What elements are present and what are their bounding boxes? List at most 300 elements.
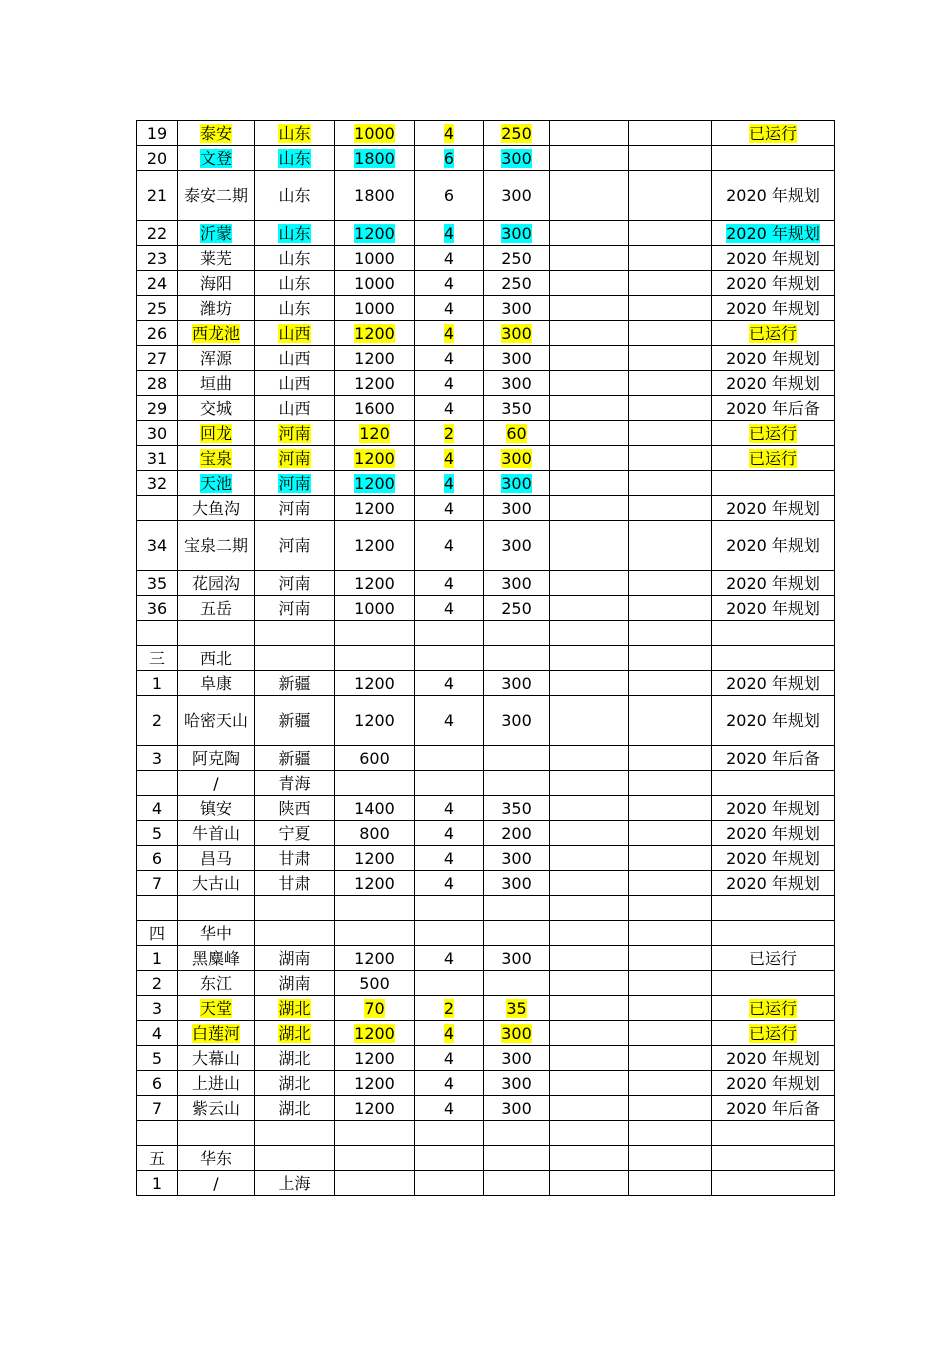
unit-size-cell [484, 346, 550, 371]
blank-cell [550, 521, 629, 571]
units-cell [415, 446, 484, 471]
province-text: 河南 [278, 536, 311, 555]
unit-size-text: 60 [506, 423, 527, 443]
blank-cell [629, 1046, 712, 1071]
province-cell [255, 596, 335, 621]
capacity-text: 1800 [354, 186, 395, 205]
table-row [137, 421, 835, 446]
capacity-text: 1200 [354, 1023, 395, 1043]
province-text: 山东 [278, 298, 311, 318]
units-cell [415, 146, 484, 171]
province-cell [255, 821, 335, 846]
empty-cell [712, 1121, 835, 1146]
units-cell [415, 471, 484, 496]
station-name-cell [178, 696, 255, 746]
unit-size-text: 250 [501, 598, 532, 618]
table-row [137, 671, 835, 696]
unit-size-cell [484, 471, 550, 496]
capacity-text: 1200 [354, 1098, 395, 1118]
row-number-cell [137, 1096, 178, 1121]
units-cell [415, 771, 484, 796]
province-cell [255, 296, 335, 321]
unit-size-text: 250 [501, 273, 532, 293]
province-cell [255, 421, 335, 446]
province-cell [255, 746, 335, 771]
units-text: 4 [443, 323, 455, 343]
section-row [137, 646, 835, 671]
province-cell [255, 1096, 335, 1121]
province-cell [255, 946, 335, 971]
units-text: 4 [443, 536, 455, 555]
row-number-text: 36 [146, 598, 168, 618]
station-name-cell [178, 521, 255, 571]
province-text: 湖南 [278, 973, 311, 993]
section-number-text: 五 [148, 1148, 165, 1168]
capacity-text: 1000 [354, 123, 395, 143]
unit-size-text: 300 [501, 848, 532, 868]
blank-cell [550, 421, 629, 446]
status-text: 2020 年规划 [726, 186, 820, 205]
province-text: 山西 [278, 323, 311, 343]
province-cell [255, 1071, 335, 1096]
status-cell [712, 246, 835, 271]
row-number-text: 1 [151, 948, 163, 968]
units-cell [415, 971, 484, 996]
station-name-cell [178, 796, 255, 821]
units-cell [415, 796, 484, 821]
province-cell [255, 571, 335, 596]
unit-size-cell [484, 271, 550, 296]
province-text: 上海 [278, 1173, 311, 1193]
units-text: 4 [443, 598, 455, 618]
units-text: 4 [443, 948, 455, 968]
status-cell [712, 221, 835, 246]
units-cell [415, 846, 484, 871]
province-text: 湖北 [278, 1048, 311, 1068]
blank-cell [550, 371, 629, 396]
status-cell [712, 771, 835, 796]
capacity-text: 1200 [354, 1073, 395, 1093]
capacity-text: 1200 [354, 323, 395, 343]
status-text: 2020 年规划 [726, 373, 820, 393]
blank-cell [629, 146, 712, 171]
blank-cell [550, 296, 629, 321]
table-row [137, 521, 835, 571]
station-name-text: / [213, 773, 219, 793]
status-cell [712, 446, 835, 471]
province-text: 湖北 [278, 1073, 311, 1093]
capacity-text: 1000 [354, 598, 395, 618]
province-cell [255, 221, 335, 246]
spacer-row [137, 621, 835, 646]
unit-size-cell [484, 796, 550, 821]
province-text: 陕西 [278, 798, 311, 818]
unit-size-cell [484, 571, 550, 596]
units-text: 6 [443, 148, 455, 168]
unit-size-cell [484, 221, 550, 246]
row-number-cell [137, 371, 178, 396]
status-cell [712, 821, 835, 846]
station-name-text: 大古山 [191, 873, 240, 893]
empty-cell [335, 1146, 415, 1171]
units-text: 4 [443, 473, 455, 493]
station-name-cell [178, 971, 255, 996]
unit-size-cell [484, 996, 550, 1021]
row-number-text: 1 [151, 1173, 163, 1193]
row-number-cell [137, 771, 178, 796]
status-text: 已运行 [748, 323, 797, 343]
empty-cell [712, 621, 835, 646]
blank-cell [629, 1096, 712, 1121]
blank-cell [550, 446, 629, 471]
station-name-cell [178, 821, 255, 846]
units-text: 4 [443, 448, 455, 468]
station-name-cell [178, 746, 255, 771]
status-cell [712, 1021, 835, 1046]
table-row [137, 371, 835, 396]
capacity-cell [335, 671, 415, 696]
capacity-cell [335, 1071, 415, 1096]
empty-cell [178, 621, 255, 646]
capacity-cell [335, 496, 415, 521]
capacity-text: 600 [359, 748, 390, 768]
station-name-cell [178, 1071, 255, 1096]
status-text: 2020 年规划 [726, 498, 820, 518]
status-cell [712, 521, 835, 571]
station-name-cell [178, 421, 255, 446]
table-row [137, 596, 835, 621]
unit-size-text: 300 [501, 373, 532, 393]
province-text: 湖北 [278, 1023, 311, 1043]
province-text: 青海 [278, 773, 311, 793]
unit-size-text: 300 [501, 1023, 532, 1043]
empty-cell [484, 621, 550, 646]
blank-cell [550, 796, 629, 821]
station-name-cell [178, 1096, 255, 1121]
row-number-text: 26 [146, 323, 168, 343]
station-name-text: 泰安二期 [183, 186, 248, 205]
table-row [137, 1021, 835, 1046]
units-cell [415, 371, 484, 396]
capacity-cell [335, 746, 415, 771]
province-text: 新疆 [278, 748, 311, 768]
station-name-text: 阿克陶 [191, 748, 240, 768]
status-text: 2020 年规划 [726, 673, 820, 693]
unit-size-text: 300 [501, 186, 532, 205]
station-name-text: 泰安 [199, 123, 232, 143]
station-name-text: 五岳 [199, 598, 232, 618]
station-name-text: 回龙 [199, 423, 232, 443]
empty-cell [712, 896, 835, 921]
unit-size-text: 300 [501, 473, 532, 493]
capacity-text: 1200 [354, 373, 395, 393]
station-name-cell [178, 1021, 255, 1046]
row-number-text: 2 [151, 973, 163, 993]
status-text: 2020 年规划 [726, 348, 820, 368]
unit-size-cell [484, 421, 550, 446]
units-cell [415, 171, 484, 221]
unit-size-cell [484, 846, 550, 871]
status-text: 2020 年规划 [726, 873, 820, 893]
station-name-cell [178, 671, 255, 696]
province-cell [255, 371, 335, 396]
row-number-cell [137, 346, 178, 371]
station-name-cell [178, 996, 255, 1021]
capacity-text: 1200 [354, 473, 395, 493]
section-row [137, 921, 835, 946]
unit-size-text: 300 [501, 948, 532, 968]
status-cell [712, 146, 835, 171]
power-station-table [136, 120, 835, 1196]
units-cell [415, 871, 484, 896]
units-text: 2 [443, 998, 455, 1018]
capacity-cell [335, 146, 415, 171]
station-name-cell [178, 221, 255, 246]
table-row [137, 446, 835, 471]
province-text: 河南 [278, 448, 311, 468]
row-number-cell [137, 446, 178, 471]
province-text: 甘肃 [278, 873, 311, 893]
blank-cell [629, 946, 712, 971]
row-number-text: 5 [151, 823, 163, 843]
station-name-text: 上进山 [191, 1073, 240, 1093]
province-text: 山东 [278, 148, 311, 168]
unit-size-text: 200 [501, 823, 532, 843]
units-cell [415, 596, 484, 621]
empty-cell [335, 646, 415, 671]
table-row [137, 996, 835, 1021]
table-row [137, 846, 835, 871]
units-cell [415, 571, 484, 596]
units-text: 4 [443, 673, 455, 693]
station-name-text: 天堂 [199, 998, 232, 1018]
blank-cell [629, 471, 712, 496]
province-text: 湖北 [278, 998, 311, 1018]
unit-size-text: 300 [501, 348, 532, 368]
blank-cell [629, 496, 712, 521]
row-number-cell [137, 846, 178, 871]
unit-size-cell [484, 396, 550, 421]
empty-cell [415, 1146, 484, 1171]
status-cell [712, 671, 835, 696]
blank-cell [550, 1046, 629, 1071]
capacity-cell [335, 796, 415, 821]
station-name-text: 沂蒙 [199, 223, 232, 243]
section-number-cell [137, 1146, 178, 1171]
units-cell [415, 496, 484, 521]
status-cell [712, 596, 835, 621]
status-text: 2020 年后备 [726, 1098, 820, 1118]
province-text: 山西 [278, 398, 311, 418]
status-cell [712, 296, 835, 321]
empty-cell [484, 1146, 550, 1171]
row-number-cell [137, 396, 178, 421]
row-number-cell [137, 946, 178, 971]
status-text: 2020 年规划 [726, 273, 820, 293]
unit-size-text: 300 [501, 448, 532, 468]
station-name-cell [178, 271, 255, 296]
capacity-cell [335, 221, 415, 246]
unit-size-cell [484, 496, 550, 521]
province-text: 山东 [278, 186, 311, 205]
status-text: 2020 年规划 [726, 1048, 820, 1068]
status-cell [712, 421, 835, 446]
province-text: 山东 [278, 248, 311, 268]
capacity-cell [335, 696, 415, 746]
empty-cell [484, 921, 550, 946]
empty-cell [255, 1146, 335, 1171]
empty-cell [255, 1121, 335, 1146]
unit-size-text: 250 [501, 123, 532, 143]
station-name-cell [178, 846, 255, 871]
station-name-text: 海阳 [199, 273, 232, 293]
unit-size-cell [484, 596, 550, 621]
province-cell [255, 471, 335, 496]
blank-cell [550, 396, 629, 421]
empty-cell [712, 1146, 835, 1171]
station-name-text: 莱芜 [199, 248, 232, 268]
units-cell [415, 271, 484, 296]
section-name-text: 华东 [199, 1148, 232, 1168]
blank-cell [550, 171, 629, 221]
capacity-cell [335, 471, 415, 496]
empty-cell [255, 646, 335, 671]
units-cell [415, 1171, 484, 1196]
station-name-text: 浑源 [199, 348, 232, 368]
units-cell [415, 671, 484, 696]
row-number-text: 3 [151, 748, 163, 768]
row-number-text: 21 [146, 186, 168, 205]
province-cell [255, 496, 335, 521]
station-name-text: 大幕山 [191, 1048, 240, 1068]
row-number-text: 4 [151, 798, 163, 818]
blank-cell [629, 846, 712, 871]
row-number-cell [137, 871, 178, 896]
row-number-text: 25 [146, 298, 168, 318]
section-name-cell [178, 646, 255, 671]
blank-cell [550, 1171, 629, 1196]
capacity-cell [335, 821, 415, 846]
section-name-cell [178, 921, 255, 946]
empty-cell [415, 1121, 484, 1146]
province-text: 新疆 [278, 673, 311, 693]
status-cell [712, 971, 835, 996]
blank-cell [629, 371, 712, 396]
province-cell [255, 846, 335, 871]
blank-cell [550, 671, 629, 696]
province-cell [255, 246, 335, 271]
empty-cell [137, 1121, 178, 1146]
units-cell [415, 221, 484, 246]
capacity-cell [335, 771, 415, 796]
unit-size-cell [484, 246, 550, 271]
unit-size-text: 300 [501, 711, 532, 730]
table-row [137, 1171, 835, 1196]
status-text: 2020 年后备 [726, 748, 820, 768]
blank-cell [629, 346, 712, 371]
capacity-cell [335, 596, 415, 621]
station-name-cell [178, 146, 255, 171]
capacity-cell [335, 1046, 415, 1071]
capacity-cell [335, 1171, 415, 1196]
capacity-cell [335, 971, 415, 996]
province-cell [255, 321, 335, 346]
unit-size-cell [484, 296, 550, 321]
capacity-cell [335, 1021, 415, 1046]
unit-size-cell [484, 146, 550, 171]
unit-size-cell [484, 171, 550, 221]
units-cell [415, 296, 484, 321]
empty-cell [255, 921, 335, 946]
empty-cell [335, 621, 415, 646]
capacity-cell [335, 571, 415, 596]
status-text: 2020 年规划 [726, 223, 820, 243]
units-text: 4 [443, 711, 455, 730]
units-cell [415, 121, 484, 146]
station-name-cell [178, 1046, 255, 1071]
units-text: 4 [443, 573, 455, 593]
units-cell [415, 821, 484, 846]
blank-cell [629, 796, 712, 821]
province-text: 湖北 [278, 1098, 311, 1118]
empty-cell [178, 1121, 255, 1146]
unit-size-cell [484, 946, 550, 971]
unit-size-cell [484, 871, 550, 896]
status-cell [712, 396, 835, 421]
row-number-text: 3 [151, 998, 163, 1018]
capacity-text: 1200 [354, 873, 395, 893]
unit-size-cell [484, 371, 550, 396]
blank-cell [550, 846, 629, 871]
status-cell [712, 271, 835, 296]
status-text: 2020 年规划 [726, 573, 820, 593]
station-name-cell [178, 121, 255, 146]
blank-cell [550, 321, 629, 346]
table-row [137, 821, 835, 846]
province-cell [255, 796, 335, 821]
blank-cell [550, 496, 629, 521]
row-number-cell [137, 671, 178, 696]
unit-size-cell [484, 321, 550, 346]
station-name-text: 哈密天山 [183, 711, 248, 730]
unit-size-text: 300 [501, 536, 532, 555]
capacity-text: 1200 [354, 573, 395, 593]
blank-cell [629, 171, 712, 221]
empty-cell [255, 621, 335, 646]
row-number-text: 30 [146, 423, 168, 443]
province-cell [255, 696, 335, 746]
units-text: 4 [443, 1023, 455, 1043]
blank-cell [550, 871, 629, 896]
status-cell [712, 1096, 835, 1121]
capacity-cell [335, 521, 415, 571]
capacity-cell [335, 371, 415, 396]
capacity-text: 1200 [354, 498, 395, 518]
units-text: 4 [443, 873, 455, 893]
capacity-text: 1200 [354, 448, 395, 468]
empty-cell [137, 896, 178, 921]
unit-size-cell [484, 971, 550, 996]
empty-cell [629, 896, 712, 921]
units-text: 4 [443, 298, 455, 318]
station-name-text: 宝泉 [199, 448, 232, 468]
status-text: 2020 年规划 [726, 798, 820, 818]
capacity-text: 1400 [354, 798, 395, 818]
table-row [137, 171, 835, 221]
row-number-text: 20 [146, 148, 168, 168]
row-number-text: 31 [146, 448, 168, 468]
table-row [137, 471, 835, 496]
